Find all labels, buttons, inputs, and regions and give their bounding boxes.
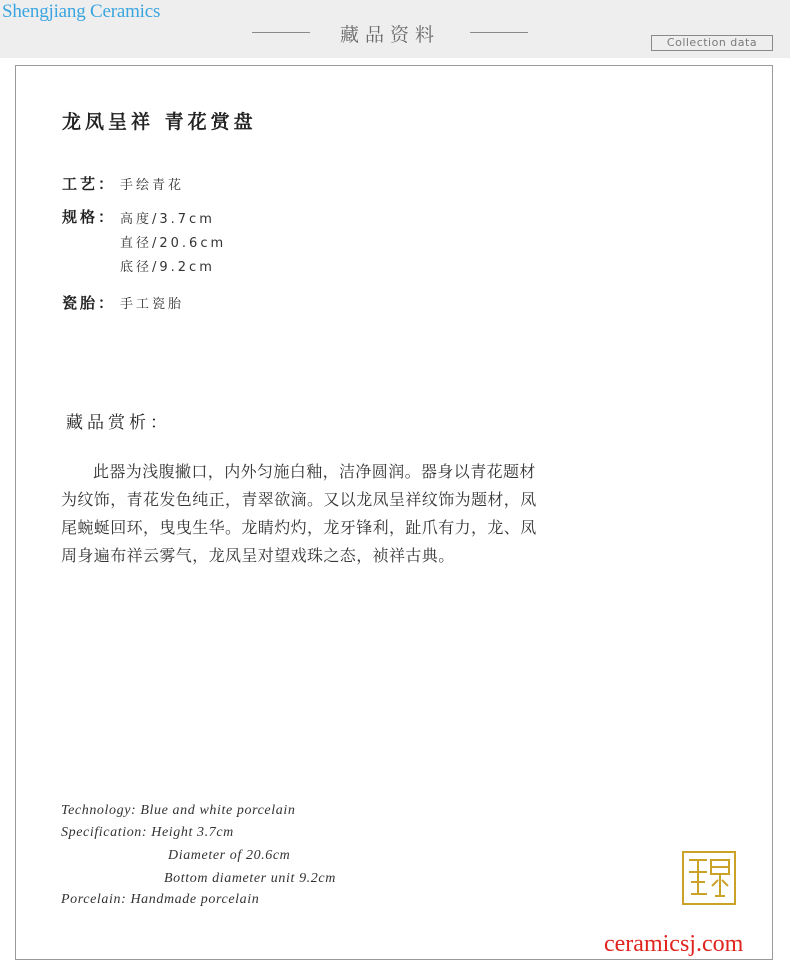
english-bottom-diameter: Bottom diameter unit 9.2cm: [164, 871, 336, 886]
analysis-heading: 藏品赏析：: [66, 413, 171, 433]
analysis-text: 此器为浅腹撇口，内外匀施白釉，洁净圆润。器身以青花题材为纹饰，青花发色纯正，青翠欲滴。又以龙凤呈祥纹饰为题材，凤尾蜿蜒回环，曳曳生华。龙睛灼灼，龙牙锋利，趾爪有力，龙、凤周身遍布祥云雾气，龙凤呈对望戏珠之态，祯祥古典。: [61, 462, 537, 565]
section-title-text: 藏品资料: [339, 24, 440, 46]
spec-size-base: 底径/9.2cm: [120, 260, 215, 275]
english-specification: Specification: Height 3.7cm: [61, 825, 234, 840]
watermark-top: Shengjiang Ceramics: [2, 1, 161, 22]
spec-body-label: 瓷胎：: [62, 294, 117, 312]
page-header: [0, 0, 790, 58]
spec-craft-value: 手绘青花: [120, 178, 185, 193]
spec-size-diameter: 直径/20.6cm: [120, 236, 227, 251]
seal-stamp-icon: [681, 850, 737, 906]
title-rule-right: [470, 32, 528, 33]
product-title: 龙凤呈祥 青花赏盘: [62, 111, 257, 133]
section-title: [252, 20, 528, 46]
english-technology: Technology: Blue and white porcelain: [61, 803, 296, 818]
collection-data-tag: Collection data: [651, 35, 773, 51]
spec-craft-label: 工艺：: [62, 175, 117, 193]
spec-body-value: 手工瓷胎: [120, 297, 185, 312]
english-diameter: Diameter of 20.6cm: [168, 848, 291, 863]
spec-size-label: 规格：: [62, 208, 117, 226]
title-rule-left: [252, 32, 310, 33]
english-porcelain: Porcelain: Handmade porcelain: [61, 892, 260, 907]
watermark-bottom: ceramicsj.com: [604, 931, 744, 957]
spec-size-height: 高度/3.7cm: [120, 212, 215, 227]
